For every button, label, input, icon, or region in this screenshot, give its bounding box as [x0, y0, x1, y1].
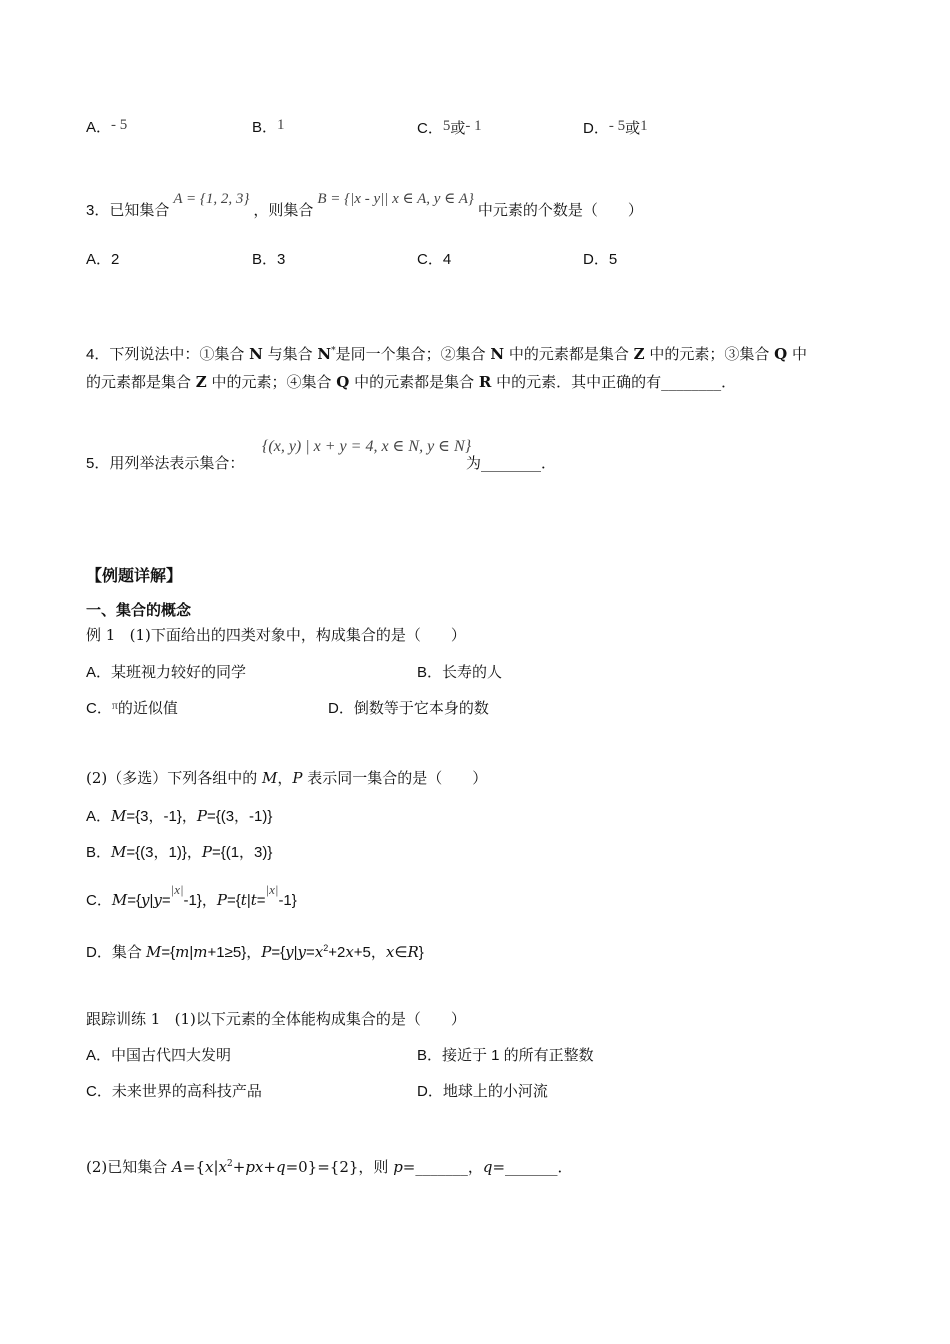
var-m-lower: m: [175, 943, 190, 961]
var-p: P: [201, 843, 212, 861]
text: 中的元素都是集合: [504, 345, 634, 363]
text: }: [418, 944, 424, 961]
text: 中的元素；③集合: [644, 345, 775, 363]
option-label: D．: [583, 120, 609, 137]
text: |: [293, 944, 298, 961]
math-value: - 5: [111, 117, 128, 133]
option-text: D．地球上的小河流: [417, 1083, 548, 1100]
text: +2: [328, 944, 346, 961]
question-number: 3．: [86, 202, 110, 219]
text: 中的元素都是集合: [349, 373, 479, 391]
track-label: 跟踪训练 1: [86, 1010, 161, 1028]
question-text: (2)已知集合: [86, 1158, 173, 1176]
text: 中的元素．其中正确的有________．: [491, 373, 737, 391]
set-symbol: N: [317, 345, 332, 363]
option-text: ={(3，1)}，: [126, 844, 202, 861]
text: +1≥5}，: [207, 944, 262, 961]
text: 的元素都是集合: [86, 373, 196, 391]
example-2-option-b: [86, 842, 272, 863]
question-number: 5．: [86, 455, 110, 472]
text: ={: [227, 892, 241, 909]
text: ，: [277, 769, 293, 787]
text: 与集合: [262, 345, 318, 363]
option-text: B．长寿的人: [417, 664, 503, 681]
var-q: q: [275, 1158, 286, 1176]
option-label: C．: [417, 120, 443, 137]
section-subheading: 一、集合的概念: [86, 601, 192, 619]
or-text: 或: [625, 119, 641, 137]
question-text: 表示同一集合的是（ ）: [302, 769, 488, 787]
text: 是同一个集合；②集合: [335, 345, 491, 363]
option-text: C．未来世界的高科技产品: [86, 1083, 262, 1100]
abs-x-formula: |x|: [170, 882, 184, 897]
text: ={: [182, 1158, 205, 1176]
var-x: x: [205, 1158, 214, 1176]
q5-answer-blank: 为________．: [466, 454, 557, 472]
question-text: 中元素的个数是（ ）: [477, 201, 643, 219]
var-p: P: [261, 943, 272, 961]
q2-option-c: [417, 118, 482, 139]
text: =: [161, 892, 171, 909]
option-text: ={(1，3)}: [211, 844, 273, 861]
set-symbol: Q: [774, 345, 788, 363]
var-p: P: [216, 891, 227, 909]
text: +: [263, 1158, 276, 1176]
q3-option-d: D．5: [583, 251, 618, 268]
pi-symbol: π: [111, 698, 118, 712]
example-2-option-c: [86, 882, 297, 911]
example-label: 例 1: [86, 626, 116, 644]
text: |: [246, 892, 251, 909]
math-value: - 1: [465, 118, 482, 134]
var-x: x: [385, 943, 395, 961]
var-y: y: [297, 943, 306, 961]
option-text: B．接近于 1 的所有正整数: [417, 1047, 594, 1064]
example-1-part-2-question: [86, 768, 487, 788]
option-label: D．集合: [86, 944, 147, 961]
option-label: B．: [86, 844, 112, 861]
example-1-question: [86, 625, 466, 645]
var-a: A: [172, 1158, 183, 1176]
tracking-1-question: [86, 1009, 466, 1029]
var-x: x: [218, 1158, 227, 1176]
set-symbol: Z: [195, 373, 207, 391]
option-label: C．: [86, 892, 112, 909]
q2-option-d: [583, 118, 648, 139]
question-3: [86, 191, 643, 221]
tracking-1-option-c: [86, 1081, 262, 1102]
math-value: 5: [442, 118, 451, 134]
text: ∈: [394, 944, 408, 961]
q3-option-b: B．3: [252, 251, 286, 268]
text: ={: [271, 944, 286, 961]
var-y: y: [153, 891, 162, 909]
var-m: M: [262, 769, 278, 787]
var-px: px: [245, 1158, 264, 1176]
question-text: (1)以下元素的全体能构成集合的是（ ）: [174, 1010, 466, 1028]
text: |: [213, 1158, 219, 1176]
option-text: D．倒数等于它本身的数: [328, 700, 489, 717]
text: |: [189, 944, 194, 961]
question-text: (2)（多选）下列各组中的: [86, 769, 263, 787]
var-p: p: [393, 1158, 403, 1176]
var-t: t: [240, 891, 247, 909]
var-r: R: [407, 943, 419, 961]
q2-option-a: [86, 118, 127, 138]
var-m: M: [111, 807, 127, 825]
text: ={: [161, 944, 176, 961]
text: =: [256, 892, 266, 909]
q3-option-c: C．4: [417, 251, 452, 268]
q2-option-b: [252, 118, 285, 138]
or-text: 或: [450, 119, 466, 137]
option-text: ={3，-1}，: [126, 808, 197, 825]
option-label: C．: [86, 700, 112, 717]
set-symbol: N: [249, 345, 263, 363]
question-number: 4．: [86, 346, 110, 363]
section-heading: 【例题详解】: [86, 566, 183, 585]
option-label: A．: [86, 808, 112, 825]
text: ={: [127, 892, 141, 909]
option-text: A．某班视力较好的同学: [86, 664, 247, 681]
text: =: [305, 944, 315, 961]
math-value: - 5: [608, 118, 626, 134]
set-symbol: N: [490, 345, 505, 363]
text: 中: [787, 345, 808, 363]
option-text: A．中国古代四大发明: [86, 1047, 232, 1064]
option-text: ={(3，-1)}: [206, 808, 273, 825]
text: +: [232, 1158, 246, 1176]
var-x: x: [314, 943, 324, 961]
var-p: P: [292, 769, 303, 787]
var-y: y: [140, 891, 150, 909]
question-text: (1)下面给出的四类对象中，构成集合的是（ ）: [129, 626, 466, 644]
var-m: M: [146, 943, 162, 961]
question-4-line-1: [86, 341, 807, 365]
var-m: M: [111, 891, 128, 909]
example-1-option-d: [328, 698, 489, 719]
tracking-1-option-b: [417, 1045, 594, 1066]
tracking-1-part-2: (2)已知集合 $A=\{x|x^2+px+q=0\}=\{2\}$，则 p=_______，q=_______．: [86, 1158, 573, 1176]
set-symbol: R: [478, 373, 492, 391]
var-m-lower: m: [193, 943, 208, 961]
abs-x-formula: |x|: [265, 882, 279, 897]
set-a-formula: A = {1, 2, 3}: [173, 191, 250, 207]
text: 下列说法中：①集合: [109, 345, 250, 363]
option-label: A．: [86, 119, 112, 136]
answer-blank: =_______．: [492, 1158, 573, 1176]
question-4-line-2: [86, 372, 736, 392]
q3-option-a: A．2: [86, 251, 120, 268]
option-label: B．: [252, 119, 278, 136]
var-p: P: [196, 807, 207, 825]
text: =0}={2}，则: [285, 1158, 394, 1176]
set-symbol: Z: [633, 345, 645, 363]
question-text: 用列举法表示集合：: [109, 454, 245, 472]
set-b-formula: B = {|x - y|| x ∈ A, y ∈ A}: [317, 191, 474, 207]
math-value: 1: [640, 118, 648, 134]
example-2-option-d: D．集合 M={m|m+1≥5}，$P=\{y|y=x^2+2x+5$，x∈R}: [86, 943, 424, 961]
var-q: q: [482, 1158, 493, 1176]
example-1-option-c: [86, 698, 178, 719]
question-text: ，则集合: [253, 201, 314, 219]
tracking-1-option-d: [417, 1081, 548, 1102]
question-5: [86, 453, 244, 474]
var-t: t: [250, 891, 257, 909]
example-1-option-b: [417, 662, 502, 683]
text: +5，: [353, 944, 386, 961]
text: -1}: [278, 892, 297, 909]
math-value: 1: [277, 117, 285, 133]
var-x: x: [345, 943, 354, 961]
example-1-option-a: [86, 662, 246, 683]
question-text: 已知集合: [109, 201, 170, 219]
var-y: y: [285, 943, 294, 961]
text: |: [149, 892, 154, 909]
set-symbol: Q: [336, 373, 350, 391]
answer-blank: =_______，: [402, 1158, 483, 1176]
example-2-option-a: [86, 806, 272, 827]
option-text: 的近似值: [117, 699, 178, 717]
text: -1}，: [183, 892, 217, 909]
tracking-1-option-a: [86, 1045, 231, 1066]
text: 中的元素；④集合: [206, 373, 337, 391]
star-superscript: *: [331, 346, 336, 356]
var-m: M: [111, 843, 127, 861]
q5-set-formula: {(x, y) | x + y = 4, x ∈ N, y ∈ N}: [262, 438, 472, 455]
